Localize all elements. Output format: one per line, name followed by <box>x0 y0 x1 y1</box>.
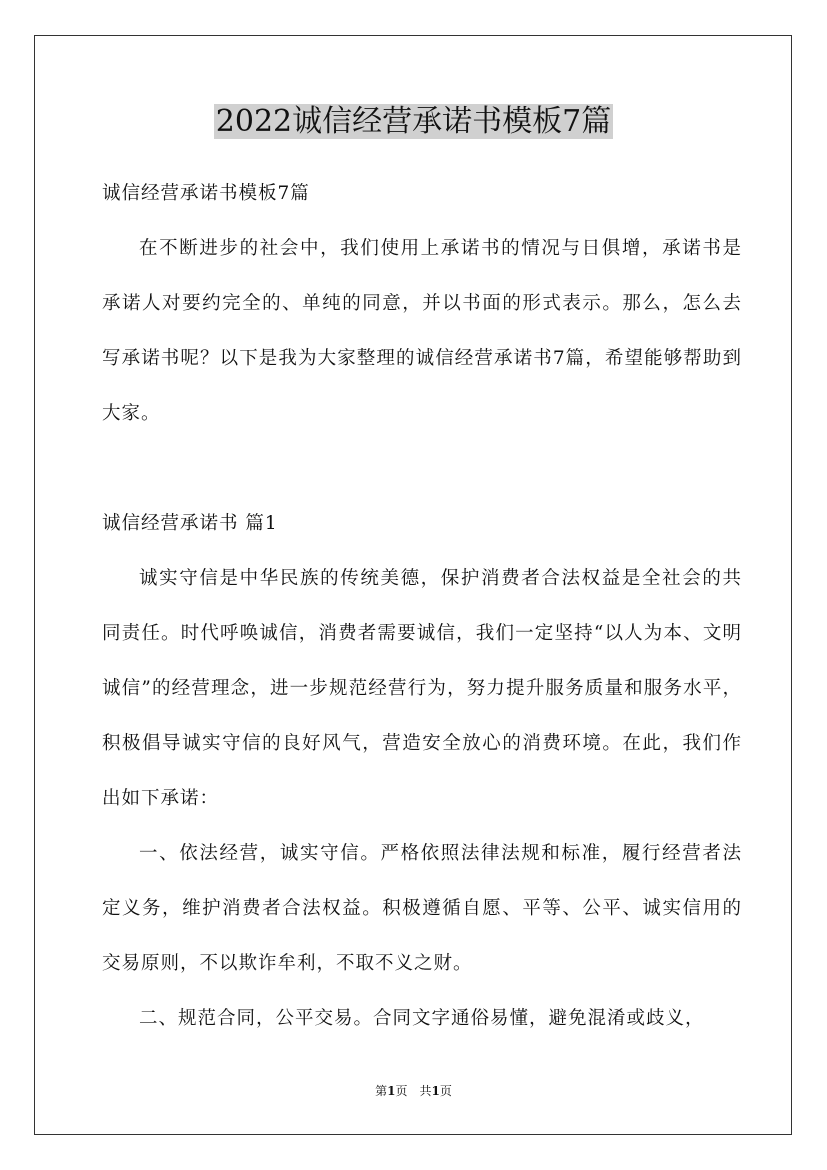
document-body <box>102 166 742 1046</box>
page-suffix: 页 <box>439 1084 452 1098</box>
page-number-footer <box>0 1083 827 1099</box>
page-total: 1 <box>431 1084 440 1098</box>
section-heading: 诚信经营承诺书 篇1 <box>102 513 278 534</box>
page-mid: 页 共 <box>395 1084 432 1098</box>
document-subtitle: 诚信经营承诺书模板7篇 <box>102 183 310 204</box>
section-paragraph-3: 二、规范合同，公平交易。合同文字通俗易懂，避免混淆或歧义， <box>139 1008 705 1029</box>
document-title <box>0 102 827 142</box>
intro-paragraph: 在不断进步的社会中，我们使用上承诺书的情况与日俱增，承诺书是承诺人对要约完全的、单纯的同意，并以书面的形式表示。那么，怎么去写承诺书呢？以下是我为大家整理的诚信经营承诺书7篇，希望能够帮助到大家。 <box>102 238 742 424</box>
page-current: 1 <box>387 1084 396 1098</box>
document-title-text: 2022诚信经营承诺书模板7篇 <box>215 104 612 139</box>
section-paragraph-1: 诚实守信是中华民族的传统美德，保护消费者合法权益是全社会的共同责任。时代呼唤诚信，消费者需要诚信，我们一定坚持“以人为本、文明诚信”的经营理念，进一步规范经营行为，努力提升服务质量和服务水平，积极倡导诚实守信的良好风气，营造安全放心的消费环境。在此，我们作出如下承诺： <box>102 568 742 809</box>
page-prefix: 第 <box>375 1084 388 1098</box>
section-paragraph-2: 一、依法经营，诚实守信。严格依照法律法规和标准，履行经营者法定义务，维护消费者合法权益。积极遵循自愿、平等、公平、诚实信用的交易原则，不以欺诈牟利，不取不义之财。 <box>102 843 742 974</box>
